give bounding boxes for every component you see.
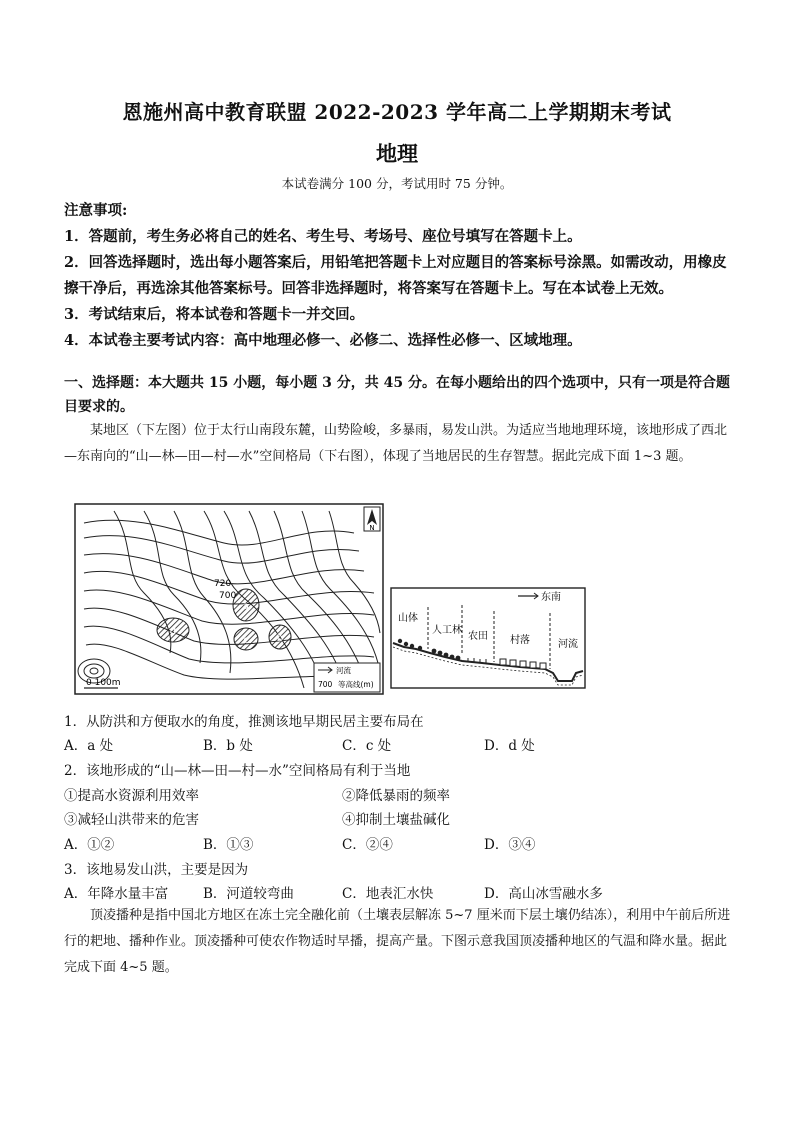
note-item: 4．本试卷主要考试内容：高中地理必修一、必修二、选择性必修一、区域地理。 xyxy=(64,332,582,349)
exam-title: 恩施州高中教育联盟 2022-2023 学年高二上学期期末考试 xyxy=(122,100,672,124)
q2-option-c: C．②④ xyxy=(342,837,393,853)
legend-river: 河流 xyxy=(336,666,351,675)
profile-frame xyxy=(391,588,585,688)
q3-option-a: A．年降水量丰富 xyxy=(64,886,169,902)
point-label-d: d xyxy=(169,626,177,637)
profile-label-farmland: 农田 xyxy=(468,631,488,642)
legend-contour-value: 700 xyxy=(318,680,333,689)
contour-label-720: 720 xyxy=(214,579,232,589)
subject-title: 地理 xyxy=(376,141,418,166)
legend-contour-text: 等高线(m) xyxy=(338,680,374,689)
direction-label: 东南 xyxy=(541,592,561,603)
profile-label-mountain: 山体 xyxy=(398,613,418,624)
point-label-b: b xyxy=(276,633,284,644)
q2-option-d: D．③④ xyxy=(484,837,536,853)
profile-label-village: 村落 xyxy=(510,635,530,646)
q1-option-d: D．d 处 xyxy=(484,738,535,754)
q1-option-a: A．a 处 xyxy=(64,738,114,754)
q3-option-c: C．地表汇水快 xyxy=(342,886,434,902)
notes-heading: 注意事项: xyxy=(64,202,128,219)
question-3-stem: 3．该地易发山洪，主要是因为 xyxy=(64,862,249,878)
profile-label-forest: 人工林 xyxy=(432,625,462,636)
point-label-a: a xyxy=(242,601,250,612)
q2-option-a: A．①② xyxy=(64,837,115,853)
q2-statement-1: ①提高水资源利用效率 xyxy=(64,788,199,804)
notes xyxy=(64,198,732,354)
q2-statement-3: ③减轻山洪带来的危害 xyxy=(64,812,199,828)
exam-info: 本试卷满分 100 分，考试用时 75 分钟。 xyxy=(281,176,513,191)
profile-label-river: 河流 xyxy=(558,639,578,650)
passage-1: 某地区（下左图）位于太行山南段东麓，山势险峻，多暴雨，易发山洪。为适应当地地理环境，该地形成了西北—东南向的“山—林—田—村—水”空间格局（下右图），体现了当地居民的生存智慧。据此完成下面 1~3 题。 xyxy=(64,423,728,464)
passage-2: 顶凌播种是指中国北方地区在冻土完全融化前（土壤表层解冻 5~7 厘米而下层土壤仍结冻），利用中午前后所进行的耙地、播种作业。顶凌播种可使农作物适时早播，提高产量。下图示意我国顶凌播种地区的气温和降水量。据此完成下面 4~5 题。 xyxy=(64,908,731,975)
north-label: N xyxy=(369,524,375,532)
q1-option-b: B．b 处 xyxy=(203,738,253,754)
q3-option-b: B．河道较弯曲 xyxy=(203,886,294,902)
q2-statement-2: ②降低暴雨的频率 xyxy=(342,788,450,804)
point-label-c: c xyxy=(243,635,249,646)
q3-option-d: D．高山冰雪融水多 xyxy=(484,886,603,902)
profile-diagram xyxy=(390,587,586,689)
contour-label-700: 700 xyxy=(219,591,237,601)
scale-label: 0 100m xyxy=(86,678,121,688)
q1-option-c: C．c 处 xyxy=(342,738,392,754)
question-1-stem: 1．从防洪和方便取水的角度，推测该地早期民居主要布局在 xyxy=(64,714,424,730)
q2-statement-4: ④抑制土壤盐碱化 xyxy=(342,812,450,828)
q2-option-b: B．①③ xyxy=(203,837,254,853)
note-item: 3．考试结束后，将本试卷和答题卡一并交回。 xyxy=(64,306,365,323)
question-2-stem: 2．该地形成的“山—林—田—村—水”空间格局有利于当地 xyxy=(64,763,411,779)
note-item: 2．回答选择题时，选出每小题答案后，用铅笔把答题卡上对应题目的答案标号涂黑。如需改动，用橡皮擦干净后，再选涂其他答案标号。回答非选择题时，将答案写在答题卡上。写在本试卷上无效。 xyxy=(64,254,727,297)
section-heading: 一、选择题：本大题共 15 小题，每小题 3 分，共 45 分。在每小题给出的四个选项中，只有一项是符合题目要求的。 xyxy=(64,375,730,415)
contour-map xyxy=(74,503,384,695)
note-item: 1．答题前，考生务必将自己的姓名、考生号、考场号、座位号填写在答题卡上。 xyxy=(64,228,582,245)
